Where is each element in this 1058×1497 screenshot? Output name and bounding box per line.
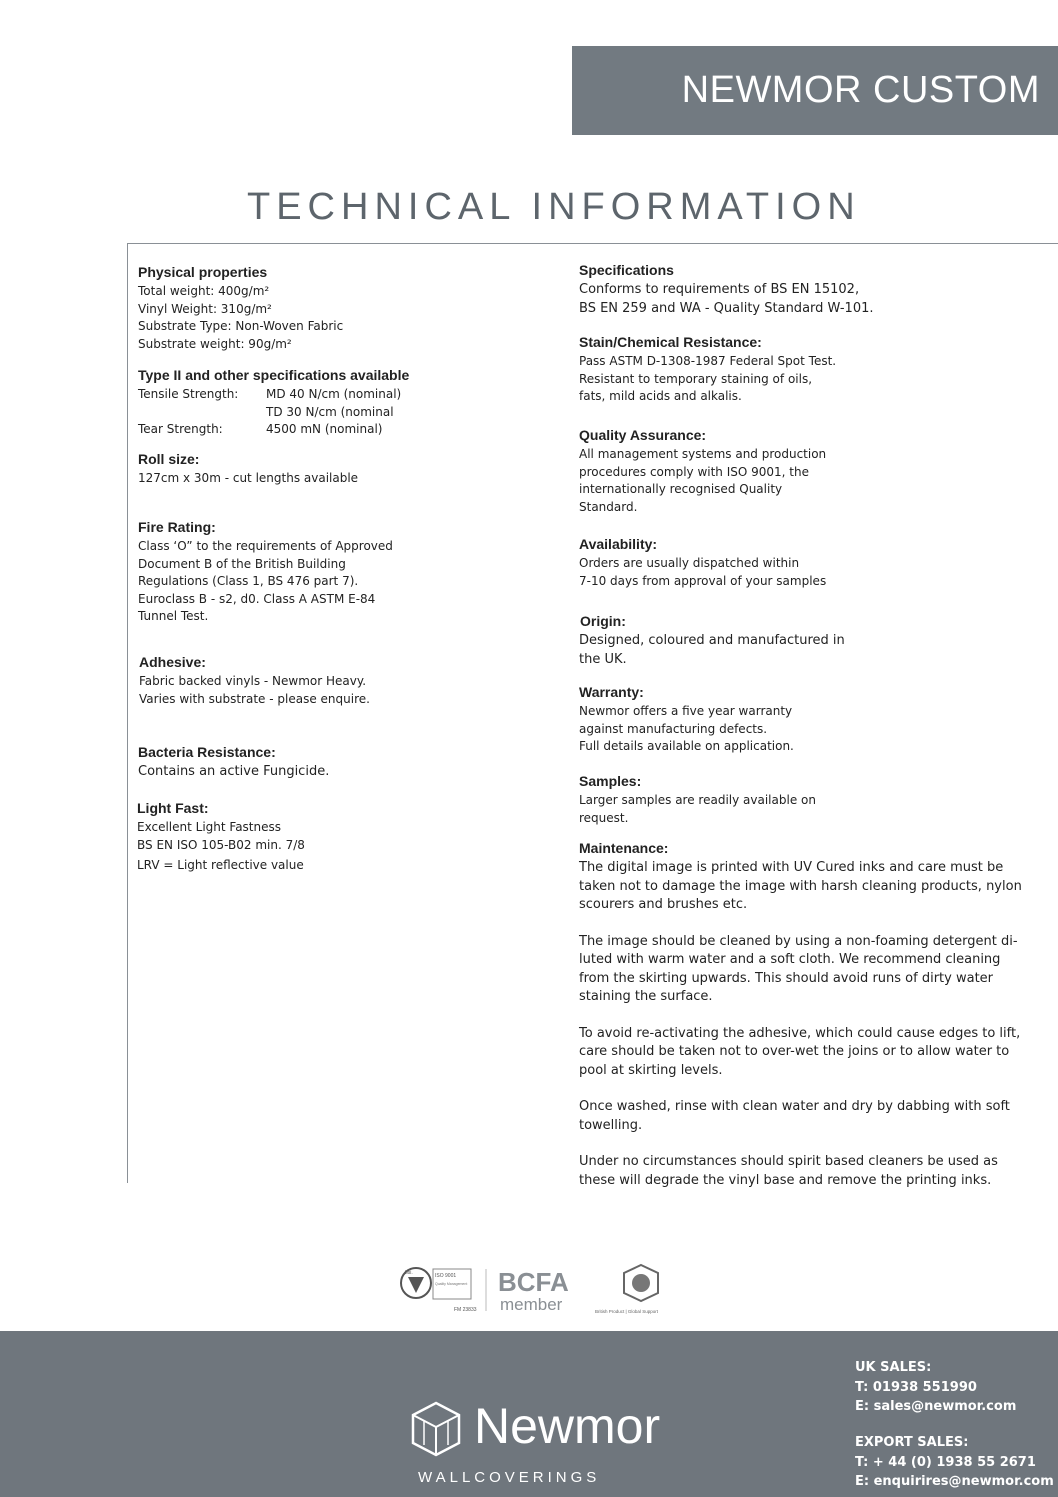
newmor-cube-icon bbox=[410, 1401, 462, 1457]
page-title: TECHNICAL INFORMATION bbox=[247, 186, 861, 228]
text-line: these will degrade the vinyl base and remove the printing inks. bbox=[579, 1172, 992, 1188]
text-line: from the skirting upwards. This should avoid runs of dirty water bbox=[579, 970, 994, 986]
british-product-logo bbox=[595, 1265, 659, 1314]
header-banner bbox=[572, 46, 1058, 135]
footer-brand-sub: WALLCOVERINGS bbox=[418, 1469, 601, 1486]
section-heading: Maintenance: bbox=[579, 840, 669, 856]
text-line: Total weight: 400g/m² bbox=[138, 284, 270, 298]
section-heading: Samples: bbox=[579, 773, 642, 789]
section-heading: Origin: bbox=[580, 613, 626, 629]
section-heading: Quality Assurance: bbox=[579, 427, 707, 443]
uk-sales-contact bbox=[855, 1358, 1016, 1417]
section-physical-properties bbox=[138, 264, 343, 353]
section-heading: Specifications bbox=[579, 262, 674, 278]
text-line: Varies with substrate - please enquire. bbox=[139, 691, 370, 706]
iso-text: ISO 9001 bbox=[435, 1273, 457, 1279]
text-line: Conforms to requirements of BS EN 15102, bbox=[579, 282, 860, 297]
section-availability bbox=[579, 536, 826, 590]
section-heading: Physical properties bbox=[138, 264, 268, 280]
text-line: BS EN ISO 105-B02 min. 7/8 bbox=[137, 837, 305, 852]
text-line: Substrate Type: Non-Woven Fabric bbox=[138, 319, 344, 333]
text-line: internationally recognised Quality bbox=[579, 482, 783, 496]
text-line: towelling. bbox=[579, 1117, 643, 1133]
section-stain-resistance bbox=[579, 334, 836, 406]
spec-key bbox=[138, 404, 266, 422]
text-line: Tunnel Test. bbox=[138, 609, 209, 623]
spec-key: Tensile Strength: bbox=[138, 387, 239, 401]
text-line: Orders are usually dispatched within bbox=[579, 556, 800, 570]
section-heading: Bacteria Resistance: bbox=[138, 744, 276, 760]
text-line: Fabric backed vinyls - Newmor Heavy. bbox=[139, 674, 367, 688]
spec-value: TD 30 N/cm (nominal bbox=[266, 404, 394, 419]
text-line: Euroclass B - s2, d0. Class A ASTM E-84 bbox=[138, 591, 376, 606]
text-line: Larger samples are readily available on bbox=[579, 793, 816, 807]
text-line: Contains an active Fungicide. bbox=[138, 764, 330, 779]
lrv-note: LRV = Light reflective value bbox=[137, 858, 304, 872]
text-line: Designed, coloured and manufactured in bbox=[579, 633, 845, 648]
text-line: fats, mild acids and alkalis. bbox=[579, 389, 742, 403]
section-origin bbox=[579, 613, 845, 669]
section-adhesive bbox=[139, 654, 370, 708]
text-line: 7-10 days from approval of your samples bbox=[579, 573, 827, 588]
text-line: the UK. bbox=[579, 651, 627, 667]
paragraph-gap bbox=[579, 1080, 1022, 1098]
export-sales-email[interactable]: E: enquirires@newmor.com bbox=[855, 1474, 1054, 1489]
section-heading: Fire Rating: bbox=[138, 519, 216, 535]
bsi-text: bsi. bbox=[405, 1270, 413, 1276]
section-bacteria-resistance bbox=[138, 744, 329, 782]
text-line: Substrate weight: 90g/m² bbox=[138, 336, 292, 351]
divider-top bbox=[127, 243, 1058, 244]
member-text: member bbox=[500, 1295, 563, 1314]
text-line: 127cm x 30m - cut lengths available bbox=[138, 471, 359, 485]
export-sales-label: EXPORT SALES: bbox=[855, 1435, 969, 1450]
text-line: To avoid re-activating the adhesive, which could cause edges to lift, bbox=[579, 1025, 1021, 1041]
section-samples bbox=[579, 773, 816, 827]
text-line: Once washed, rinse with clean water and dry by dabbing with soft bbox=[579, 1099, 1010, 1114]
british-product-text: British Product | Global Support bbox=[595, 1309, 658, 1314]
text-line: pool at skirting levels. bbox=[579, 1062, 723, 1078]
export-sales-contact bbox=[855, 1433, 1054, 1492]
text-line: Document B of the British Building bbox=[138, 556, 346, 571]
footer bbox=[0, 1331, 1058, 1497]
paragraph-gap bbox=[579, 915, 1022, 933]
text-line: luted with warm water and a soft cloth. We recommend cleaning bbox=[579, 952, 1001, 967]
section-warranty bbox=[579, 684, 794, 756]
uk-sales-label: UK SALES: bbox=[855, 1360, 932, 1375]
export-sales-phone: T: + 44 (0) 1938 55 2671 bbox=[855, 1454, 1036, 1470]
section-roll-size bbox=[138, 451, 358, 488]
uk-sales-email[interactable]: E: sales@newmor.com bbox=[855, 1399, 1017, 1414]
text-line: All management systems and production bbox=[579, 447, 827, 461]
section-heading: Availability: bbox=[579, 536, 658, 552]
text-line: BS EN 259 and WA - Quality Standard W-101. bbox=[579, 300, 874, 316]
divider-left bbox=[127, 243, 128, 1183]
fm-text: FM 23833 bbox=[454, 1307, 477, 1313]
spec-row bbox=[138, 421, 409, 439]
section-heading: Warranty: bbox=[579, 684, 644, 700]
footer-brand-name: Newmor bbox=[474, 1398, 661, 1454]
section-quality-assurance bbox=[579, 427, 826, 516]
text-line: scourers and brushes etc. bbox=[579, 897, 748, 912]
text-line: care should be taken not to over-wet the joins or to allow water to bbox=[579, 1044, 1010, 1059]
text-line: Class ‘O” to the requirements of Approved bbox=[138, 539, 393, 553]
bcfa-logo bbox=[498, 1267, 569, 1314]
certification-logos bbox=[400, 1263, 690, 1318]
text-line: Standard. bbox=[579, 499, 638, 514]
spec-key: Tear Strength: bbox=[138, 422, 223, 436]
text-line: The image should be cleaned by using a non-foaming detergent di- bbox=[579, 933, 1018, 949]
text-line: taken not to damage the image with harsh cleaning products, nylon bbox=[579, 878, 1022, 894]
text-line: against manufacturing defects. bbox=[579, 721, 768, 736]
text-line: Vinyl Weight: 310g/m² bbox=[138, 301, 272, 316]
section-specifications bbox=[579, 262, 874, 318]
text-line: Pass ASTM D-1308-1987 Federal Spot Test. bbox=[579, 354, 837, 368]
text-line: request. bbox=[579, 810, 629, 825]
section-maintenance bbox=[579, 840, 1022, 1190]
brand-title: NEWMOR CUSTOM bbox=[681, 69, 1040, 111]
section-heading: Light Fast: bbox=[137, 800, 209, 816]
spec-value: MD 40 N/cm (nominal) bbox=[266, 387, 402, 401]
bcfa-text: BCFA bbox=[498, 1267, 569, 1297]
spec-row bbox=[138, 386, 409, 404]
section-heading: Stain/Chemical Resistance: bbox=[579, 334, 762, 350]
uk-sales-phone: T: 01938 551990 bbox=[855, 1379, 977, 1395]
section-type-ii bbox=[138, 367, 409, 439]
spec-row bbox=[138, 404, 409, 422]
text-line: Regulations (Class 1, BS 476 part 7). bbox=[138, 574, 359, 588]
text-line: procedures comply with ISO 9001, the bbox=[579, 464, 809, 479]
section-heading: Roll size: bbox=[138, 451, 200, 467]
spec-value: 4500 mN (nominal) bbox=[266, 422, 383, 436]
section-heading: Adhesive: bbox=[139, 654, 206, 670]
text-line: staining the surface. bbox=[579, 989, 713, 1004]
text-line: Excellent Light Fastness bbox=[137, 820, 281, 834]
section-light-fast bbox=[137, 800, 305, 875]
section-heading: Type II and other specifications available bbox=[138, 367, 410, 383]
bsi-iso-logo bbox=[401, 1268, 477, 1313]
text-line: Newmor offers a five year warranty bbox=[579, 704, 793, 718]
section-fire-rating bbox=[138, 519, 393, 626]
text-line: Under no circumstances should spirit based cleaners be used as bbox=[579, 1154, 998, 1169]
text-line: Resistant to temporary staining of oils, bbox=[579, 371, 813, 386]
iso-sub: Quality Management bbox=[435, 1282, 468, 1286]
text-line: Full details available on application. bbox=[579, 739, 794, 753]
paragraph-gap bbox=[579, 1135, 1022, 1153]
text-line: The digital image is printed with UV Cured inks and care must be bbox=[579, 860, 1004, 875]
paragraph-gap bbox=[579, 1007, 1022, 1025]
